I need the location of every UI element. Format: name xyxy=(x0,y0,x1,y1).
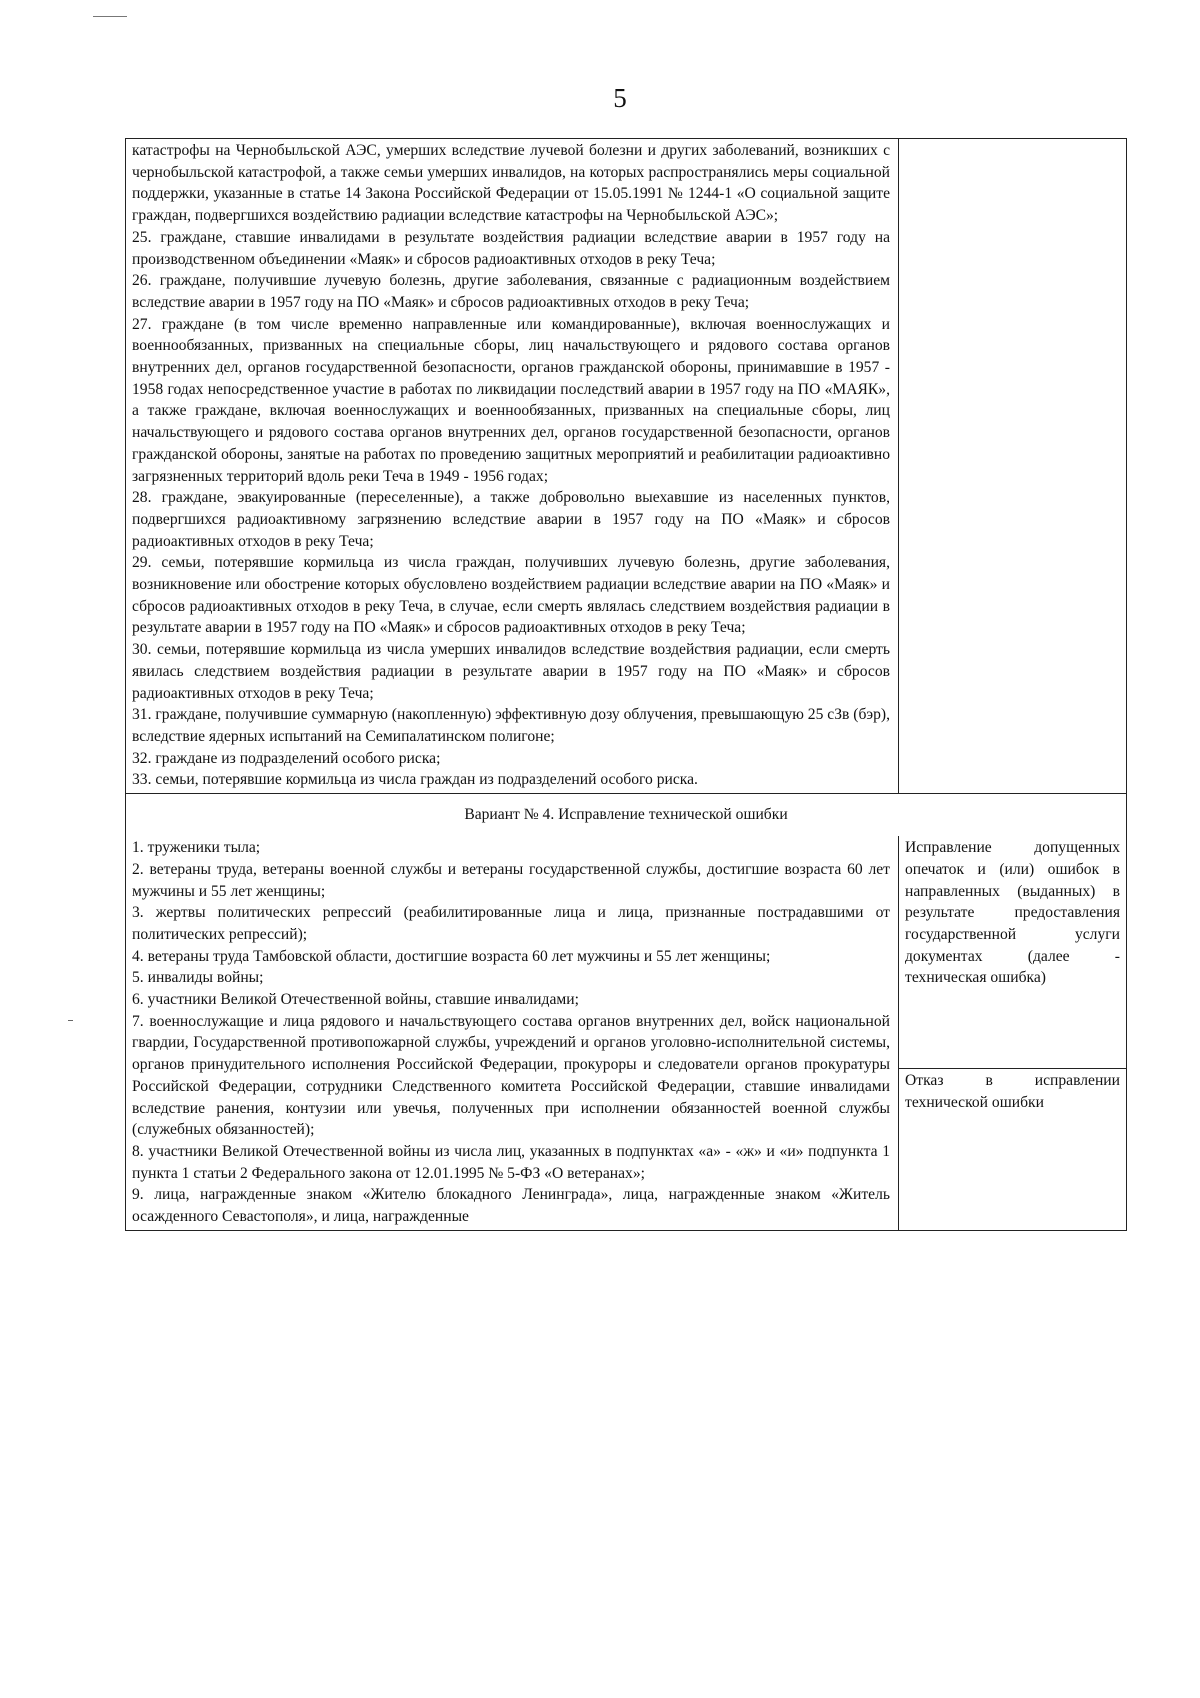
result-cell-empty xyxy=(899,139,1126,793)
list-item: 28. граждане, эвакуированные (переселенные), а также добровольно выехавшие из населенных пунктов, подвергшихся радиоактивному загрязнению вследствие аварии в 1957 году на ПО «Маяк» и сбросов радиоактивных отходов в реку Теча; xyxy=(132,489,890,550)
table-row-variant-4 xyxy=(126,836,1126,1230)
result-column xyxy=(899,836,1126,1230)
list-item: 25. граждане, ставшие инвалидами в результате воздействия радиации вследствие аварии в 1957 году на производственном объединении «Маяк» и сбросов радиоактивных отходов в реку Теча; xyxy=(132,228,890,268)
eligible-categories-cell xyxy=(126,139,899,793)
result-refusal: Отказ в исправлении технической ошибки xyxy=(899,1068,1126,1115)
list-item: 1. труженики тыла; xyxy=(132,839,261,857)
list-item: 7. военнослужащие и лица рядового и начальствующего состава органов внутренних дел, войск национальной гвардии, Государственной противопожарной службы, учреждений и органов уголовно-исполнительной системы, органов принудительного исполнения Российской Федерации, прокуроры и следователи органов прокуратуры Российской Федерации, сотрудники Следственного комитета Российской Федерации, ставшие инвалидами вследствие ранения, контузии или увечья, полученных при исполнении обязанностей военной службы (служебных обязанностей); xyxy=(132,1012,890,1139)
list-item: 6. участники Великой Отечественной войны, ставшие инвалидами; xyxy=(132,991,579,1009)
variant-heading: Вариант № 4. Исправление технической ошибки xyxy=(126,793,1126,836)
list-item: 30. семьи, потерявшие кормильца из числа умерших инвалидов вследствие воздействия радиации, если смерть явилась следствием воздействия радиации в результате аварии в 1957 году на ПО «Маяк» и сбросов радиоактивных отходов в реку Теча; xyxy=(132,641,890,702)
list-item: 9. лица, награжденные знаком «Жителю блокадного Ленинграда», лица, награжденные знаком «Житель осажденного Севастополя», и лица, награжденные xyxy=(132,1186,890,1226)
list-item: 4. ветераны труда Тамбовской области, достигшие возраста 60 лет мужчины и 55 лет женщины; xyxy=(132,947,771,965)
scan-mark xyxy=(68,1020,73,1021)
list-item: 5. инвалиды войны; xyxy=(132,969,264,987)
list-item: 8. участники Великой Отечественной войны из числа лиц, указанных в подпунктах «а» - «ж» и «и» подпункта 1 пункта 1 статьи 2 Федерального закона от 12.01.1995 № 5-ФЗ «О ветеранах»; xyxy=(132,1142,890,1182)
eligible-categories-cell xyxy=(126,836,899,1230)
header-mark xyxy=(93,16,127,17)
list-item: 2. ветераны труда, ветераны военной службы и ветераны государственной службы, достигшие возраста 60 лет мужчины и 55 лет женщины; xyxy=(132,860,890,900)
list-item: 32. граждане из подразделений особого риска; xyxy=(132,749,441,767)
document-table xyxy=(125,138,1127,1231)
list-item: 31. граждане, получившие суммарную (накопленную) эффективную дозу облучения, превышающую 25 сЗв (бэр), вследствие ядерных испытаний на Семипалатинском полигоне; xyxy=(132,706,890,745)
result-correction: Исправление допущенных опечаток и (или) ошибок в направленных (выданных) в результате предоставления государственной услуги документах (далее - техническая ошибка) xyxy=(905,839,1120,987)
list-item: 26. граждане, получившие лучевую болезнь, другие заболевания, связанные с радиационным воздействием вследствие аварии в 1957 году на ПО «Маяк» и сбросов радиоактивных отходов в реку Теча; xyxy=(132,272,890,311)
list-item: 27. граждане (в том числе временно направленные или командированные), включая военнослужащих и военнообязанных, призванных на специальные сборы, лиц начальствующего и рядового состава органов внутренних дел, органов государственной безопасности, органов гражданской обороны, принимавшие в 1957 - 1958 годах непосредственное участие в работах по ликвидации последствий аварии в 1957 году на ПО «МАЯК», а также граждане, включая военнослужащих и военнообязанных, призванных на специальные сборы, лиц начальствующего и рядового состава органов внутренних дел, органов государственной безопасности, органов гражданской обороны, занятые на работах по проведению защитных мероприятий и реабилитации радиоактивно загрязненных территорий вдоль реки Теча в 1949 - 1956 годах; xyxy=(132,315,890,485)
list-item: 29. семьи, потерявшие кормильца из числа граждан, получивших лучевую болезнь, другие заболевания, возникновение или обострение которых обусловлено воздействием радиации вследствие аварии на ПО «Маяк» и сбросов радиоактивных отходов в реку Теча, в случае, если смерть являлась следствием воздействия радиации в результате аварии в 1957 году на ПО «Маяк» и сбросов радиоактивных отходов в реку Теча; xyxy=(132,554,890,637)
table-row-continuation xyxy=(126,139,1126,793)
list-item: 33. семьи, потерявшие кормильца из числа граждан из подразделений особого риска. xyxy=(132,771,698,789)
list-item: 3. жертвы политических репрессий (реабилитированные лица и лица, признанные пострадавшими от политических репрессий); xyxy=(132,904,890,943)
page-number: 5 xyxy=(613,83,627,113)
list-item: катастрофы на Чернобыльской АЭС, умерших вследствие лучевой болезни и других заболеваний, возникших с чернобыльской катастрофой, а также семьи умерших инвалидов, на которых распространялись меры социальной поддержки, указанные в статье 14 Закона Российской Федерации от 15.05.1991 № 1244-1 «О социальной защите граждан, подвергшихся воздействию радиации вследствие катастрофы на Чернобыльской АЭС»; xyxy=(132,142,890,225)
